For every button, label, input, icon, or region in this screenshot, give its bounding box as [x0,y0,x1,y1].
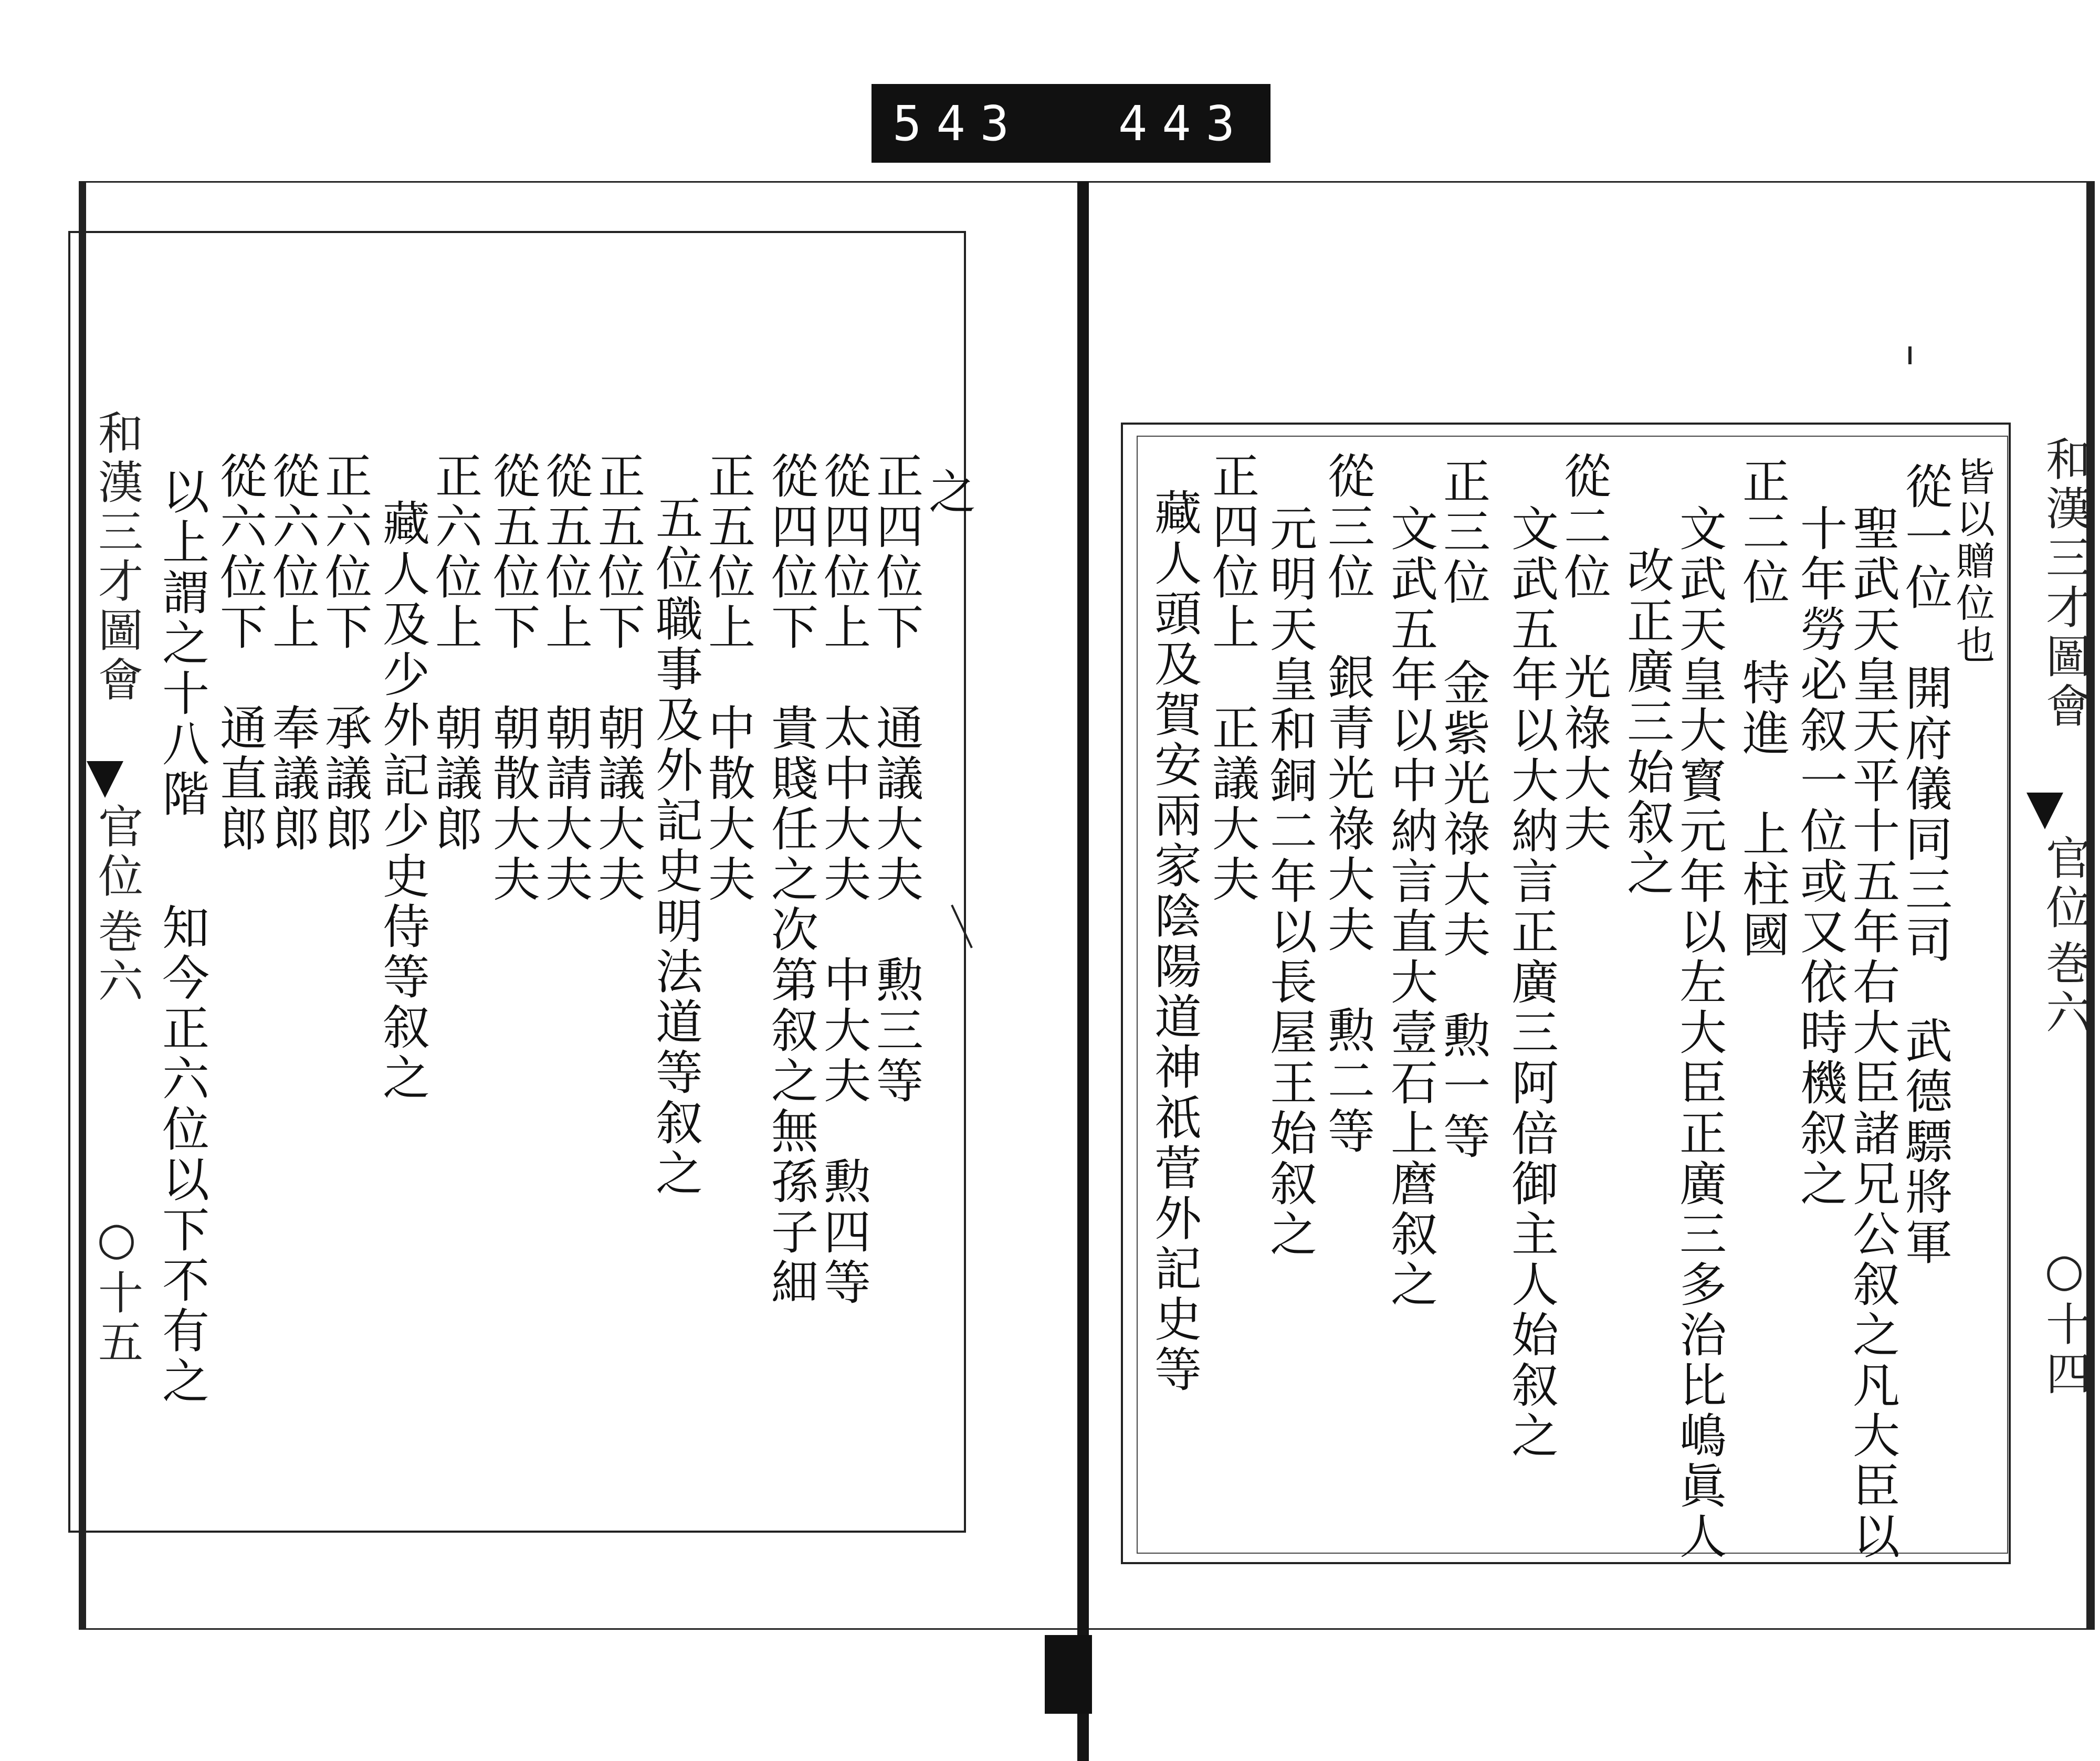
right-col-11: 文武五年以中納言直大壹石上麿叙之 [1382,504,1437,1310]
right-col-8: 從二位 光祿大夫 [1556,451,1611,855]
gutter-tab [1045,1635,1092,1714]
left-col-6: 五位職事及外記史明法道等叙之 [647,493,702,1199]
right-margin-title: 和漢三才圖會 [2038,436,2091,732]
left-col-14: 從六位下 通直郎 [212,451,267,855]
left-col-8: 從五位上 朝請大夫 [537,451,592,905]
left-col-2: 正四位下 通議大夫 勲三等 [868,451,923,1106]
left-col-9: 從五位下 朝散大夫 [485,451,540,905]
left-col-11: 藏人及少外記少史侍等叙之 [374,499,429,1103]
right-col-7: 改正廣三始叙之 [1619,546,1674,899]
right-col-1: 皆以贈位也 [1950,457,1995,667]
right-col-3: 聖武天皇天平十五年右大臣諸兄公叙之凡大臣以 [1844,504,1899,1562]
archive-number-2: 443 [1118,95,1250,152]
archive-number-strip [872,84,1270,163]
left-col-1: 之 [920,467,975,518]
left-col-7: 正五位下 朝議大夫 [590,451,645,905]
right-margin-page: ○十四 [2038,1244,2091,1399]
left-col-16: 知今正六位以下不有之 [154,903,209,1407]
right-col-14: 正四位上 正議大夫 [1204,451,1259,905]
right-col-2: 從一位 開府儀同三司 武德驃將軍 [1897,462,1952,1268]
left-margin-section: 官位 [90,803,143,902]
book-gutter [1077,181,1089,1761]
right-col-5: 正二位 特進 上柱國 [1734,457,1789,961]
left-margin-page: ○十五 [90,1212,143,1368]
right-col-9: 文武五年以大納言正廣三阿倍御主人始叙之 [1503,504,1558,1461]
left-col-3: 從四位上 太中大夫 中大夫 勲四等 [815,451,870,1308]
right-margin-section: 官位 [2038,835,2091,933]
left-col-4: 從四位下 貴賤任之次第叙之無孫子細 [763,451,818,1308]
left-col-5: 正五位上 中散大夫 [700,451,755,905]
right-col-4: 十年勞必叙一位或又依時機叙之 [1792,504,1847,1209]
right-col-12: 從三位 銀青光祿大夫 勲二等 [1319,451,1374,1157]
right-col-15: 藏人頭及賀安兩家陰陽道神祇菅外記史等 [1146,488,1201,1395]
right-col-13: 元明天皇和銅二年以長屋王始叙之 [1262,504,1317,1260]
left-col-10: 正六位上 朝議郎 [427,451,482,855]
archive-number-1: 543 [892,95,1024,152]
right-col-10: 正三位 金紫光祿大夫 勲一等 [1435,457,1490,1162]
ink-mark [1908,346,1912,364]
left-col-12: 正六位下 承議郎 [317,451,372,855]
left-margin-volume: 巻六 [90,908,143,1007]
left-col-15: 以上謂之十八階 [154,467,209,820]
right-col-6: 文武天皇大寳元年以左大臣正廣三多治比嶋眞人 [1671,504,1726,1562]
left-margin-title: 和漢三才圖會 [90,409,143,705]
right-margin-volume: 巻六 [2038,940,2091,1038]
left-col-13: 從六位上 奉議郎 [264,451,319,855]
